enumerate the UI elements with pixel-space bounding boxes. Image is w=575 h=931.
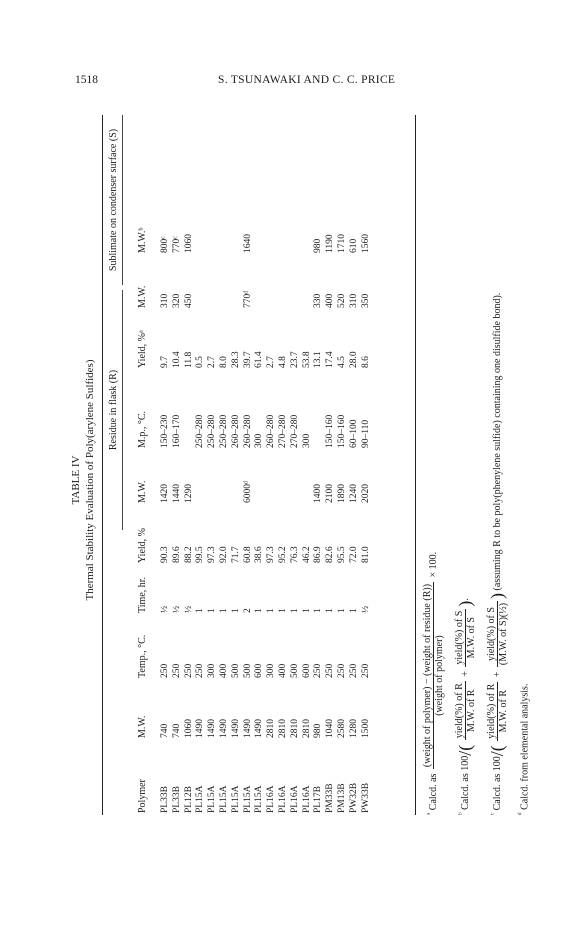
fraction (422, 582, 445, 769)
header-rule (415, 115, 416, 815)
table-cell: 2020 (360, 484, 371, 503)
col-header: Temp., °C. (136, 634, 148, 678)
table-cell: 600 (301, 663, 312, 678)
table-row (184, 115, 196, 815)
table-cell: 250 (348, 663, 359, 678)
table-cell: 95.5 (336, 546, 347, 563)
table-row (290, 115, 302, 815)
table-row (302, 115, 314, 815)
table-cell: 250 (360, 663, 371, 678)
table-cell: 500 (230, 663, 241, 678)
table-cell: 980 (313, 238, 324, 253)
table-cell: 270–280 (277, 414, 288, 448)
top-rule (102, 115, 103, 815)
group-rule-sublimate (122, 115, 123, 285)
table-cell (231, 450, 243, 505)
table-cell: 8.6 (360, 356, 371, 368)
table-cell (207, 115, 219, 255)
fraction (486, 601, 509, 667)
table-cell: 39.7 (242, 351, 253, 368)
table-cell: 1 (230, 608, 241, 613)
table-cell: 95.2 (277, 546, 288, 563)
table-cell (290, 255, 302, 310)
fraction-denominator: M.W. of S (466, 617, 477, 659)
col-header: Time, hr. (136, 576, 148, 613)
table-cell: PW33B (360, 782, 371, 813)
fraction (454, 609, 477, 667)
col-header: Yield, %ᵃ (136, 330, 148, 368)
table-cell: 1 (336, 608, 347, 613)
table-cell (184, 370, 196, 450)
table-cell: 90–110 (360, 419, 371, 448)
table-cell: 250 (195, 663, 206, 678)
table-cell: 13.1 (313, 351, 324, 368)
table-cell: 81.0 (360, 546, 371, 563)
table-cell: 500 (289, 663, 300, 678)
table-cell: PL16A (301, 785, 312, 813)
fraction-denominator: M.W. of R (498, 690, 509, 733)
table-cell: PL15A (207, 785, 218, 813)
table-cell: 72.0 (348, 546, 359, 563)
table-cell (231, 255, 243, 310)
table-cell: 1640 (242, 234, 253, 253)
table-cell: 2810 (301, 719, 312, 738)
table-cell: 610 (348, 238, 359, 253)
table-cell (302, 255, 314, 310)
footnote-b: $^ᵇ$ Calcd. as 100/( yield(%) of R M.W. of R + yield(%) of S M.W. of S ). (454, 598, 477, 815)
table-cell: 1490 (195, 719, 206, 738)
footnote-suffix: (assuming R to be poly(phenylene sulfide) containing one disulfide bond). (491, 292, 503, 591)
table-cell: 1490 (218, 719, 229, 738)
table-row (349, 115, 361, 815)
plus-sign: + (459, 671, 471, 677)
table-cell: 46.2 (301, 546, 312, 563)
table-cell: 740 (160, 723, 170, 738)
table-cell: 770ᶜ (171, 236, 182, 253)
table-cell: 28.0 (348, 351, 359, 368)
table-cell: 320 (171, 293, 182, 308)
fraction-denominator: (M.W. of S)(½) (498, 602, 509, 666)
table-cell: 9.7 (160, 356, 170, 368)
footnote-text: Calcd. from elemental analysis. (519, 683, 531, 810)
table-caption: Thermal Stability Evaluation of Poly(arylene Sulfides) (84, 359, 96, 601)
table-header-row (128, 115, 156, 815)
table-row (254, 115, 266, 815)
table-row (361, 115, 373, 815)
footnote-suffix: × 100. (427, 551, 439, 578)
table-cell: 89.6 (171, 546, 182, 563)
table-cell: 4.5 (336, 356, 347, 368)
table-cell (195, 255, 207, 310)
table-cell: 4.8 (277, 356, 288, 368)
table-cell: 2810 (289, 719, 300, 738)
col-header: Polymer (136, 779, 148, 813)
fraction-numerator: yield(%) of R (486, 683, 497, 739)
table-cell: 270–280 (289, 414, 300, 448)
table-cell: 1890 (336, 484, 347, 503)
table-cell: 1 (266, 608, 277, 613)
col-header: M.W. (136, 285, 148, 308)
table-row (325, 115, 337, 815)
table-cell: 150–160 (336, 414, 347, 448)
table-cell: 260–280 (266, 414, 277, 448)
table-row (243, 115, 255, 815)
group-rule-residue (122, 290, 123, 530)
data-table (128, 115, 372, 815)
table-cell: 400 (277, 663, 288, 678)
table-cell (266, 115, 278, 255)
footnote-mark: ᶜ (488, 812, 498, 815)
table-cell: 6000ᵈ (242, 481, 253, 503)
group-header-residue: Residue in flask (R) (108, 369, 119, 451)
table-cell: 300 (254, 433, 265, 448)
table-cell: 2810 (266, 719, 277, 738)
footnote-suffix: . (459, 598, 471, 601)
table-cell: 1560 (360, 234, 371, 253)
table-cell: PL15A (195, 785, 206, 813)
table-cell: 2.7 (266, 356, 277, 368)
table-cell: ½ (183, 605, 194, 613)
table-cell: 53.8 (301, 351, 312, 368)
running-head: S. TSUNAWAKI AND C. C. PRICE (218, 74, 396, 86)
table-cell: 1490 (230, 719, 241, 738)
table-cell: 2100 (325, 484, 336, 503)
table-row (231, 115, 243, 815)
table-cell: 1 (254, 608, 265, 613)
table-cell: 92.0 (218, 546, 229, 563)
table-cell: 160–170 (171, 414, 182, 448)
table-cell: PL33B (171, 786, 182, 813)
table-cell (219, 450, 231, 505)
table-cell: 300 (266, 663, 277, 678)
table-cell: 500 (242, 663, 253, 678)
table-cell (313, 370, 325, 450)
table-cell: 88.2 (183, 546, 194, 563)
table-cell: PL15A (254, 785, 265, 813)
page-number: 1518 (75, 74, 98, 86)
table-cell (302, 450, 314, 505)
table-cell (254, 255, 266, 310)
rotated-table-block (70, 115, 530, 845)
table-cell: 17.4 (325, 351, 336, 368)
table-cell: PL12B (183, 786, 194, 813)
table-cell: 450 (183, 293, 194, 308)
table-cell: 1 (301, 608, 312, 613)
table-row (172, 115, 184, 815)
table-row (219, 115, 231, 815)
table-cell: 250 (171, 663, 182, 678)
table-cell: PL33B (160, 786, 170, 813)
table-row (156, 115, 172, 815)
table-cell: 1 (348, 608, 359, 613)
table-cell (231, 115, 243, 255)
table-cell (219, 255, 231, 310)
table-cell: PM33B (325, 783, 336, 813)
table-cell: 1240 (348, 484, 359, 503)
fraction-numerator: yield(%) of S (486, 601, 498, 667)
footnote-a (422, 552, 445, 815)
table-cell: 1400 (313, 484, 324, 503)
table-cell (254, 115, 266, 255)
footnote-text: Calcd. as 100 (491, 756, 503, 811)
col-header: M.W. (136, 715, 148, 738)
table-cell: 250–280 (207, 414, 218, 448)
table-cell (207, 450, 219, 505)
table-cell: 250–280 (218, 414, 229, 448)
fraction-numerator: yield(%) of S (454, 610, 465, 665)
table-cell: 2810 (277, 719, 288, 738)
table-cell: 600 (254, 663, 265, 678)
table-cell: 1 (218, 608, 229, 613)
table-cell: 260–280 (230, 414, 241, 448)
col-header: M.W. (136, 480, 148, 503)
plus-sign: + (491, 671, 503, 678)
table-cell (219, 115, 231, 255)
table-cell: 400 (218, 663, 229, 678)
table-cell: 28.3 (230, 351, 241, 368)
footnote-mark: ᵃ (424, 812, 434, 815)
table-cell: 1 (195, 608, 206, 613)
table-cell: 260–280 (242, 414, 253, 448)
table-cell: 250–280 (195, 414, 206, 448)
table-cell: PL16A (266, 785, 277, 813)
footnote-text: Calcd. as (427, 773, 439, 811)
table-cell: 61.4 (254, 351, 265, 368)
table-cell: 1 (325, 608, 336, 613)
table-cell: 980 (313, 723, 324, 738)
fraction-numerator: (weight of polymer) − (weight of residue (R)) (422, 583, 433, 768)
table-cell: 250 (325, 663, 336, 678)
table-cell: 1040 (325, 719, 336, 738)
table-cell: 76.3 (289, 546, 300, 563)
table-cell: 800ᶜ (160, 236, 170, 253)
table-cell: 310 (160, 293, 170, 308)
table-row (207, 115, 219, 815)
table-cell: 250 (313, 663, 324, 678)
table-cell: PL15A (230, 785, 241, 813)
table-cell: PM13B (336, 783, 347, 813)
table-cell (290, 115, 302, 255)
table-label: TABLE IV (70, 455, 82, 505)
table-cell: 11.8 (183, 351, 194, 368)
table-cell: 2.7 (207, 356, 218, 368)
table-cell: 520 (336, 293, 347, 308)
table-cell: PL15A (218, 785, 229, 813)
table-cell: PL15A (242, 785, 253, 813)
table-cell: 82.6 (325, 546, 336, 563)
table-cell: 310 (348, 293, 359, 308)
table-cell: 1290 (183, 484, 194, 503)
table-cell: PW32B (348, 782, 359, 813)
table-cell (290, 450, 302, 505)
table-cell: 97.3 (207, 546, 218, 563)
group-header-sublimate: Sublimate on condenser surface (S) (108, 128, 119, 272)
fraction-denominator: (weight of polymer) (434, 635, 445, 716)
footnote-mark: ᵈ (516, 812, 525, 815)
table-cell: 60–100 (348, 419, 359, 448)
table-cell: 1 (207, 608, 218, 613)
table-cell (278, 115, 290, 255)
table-cell: 2580 (336, 719, 347, 738)
table-row (266, 115, 278, 815)
table-cell: 1490 (254, 719, 265, 738)
table-cell: 23.7 (289, 351, 300, 368)
table-cell (278, 255, 290, 310)
table-cell: 1420 (160, 484, 170, 503)
table-cell: 1490 (242, 719, 253, 738)
table-cell: 350 (360, 293, 371, 308)
table-cell: 1500 (360, 719, 371, 738)
table-cell (302, 115, 314, 255)
table-cell: 1440 (171, 484, 182, 503)
table-cell: PL17B (313, 786, 324, 813)
table-cell: 250 (183, 663, 194, 678)
table-cell: 1 (313, 608, 324, 613)
table-cell: 330 (313, 293, 324, 308)
table-row (278, 115, 290, 815)
table-cell (266, 450, 278, 505)
table-cell: 71.7 (230, 546, 241, 563)
table-cell: 1 (277, 608, 288, 613)
table-cell (266, 255, 278, 310)
table-cell: 90.3 (160, 546, 170, 563)
table-cell: 99.5 (195, 546, 206, 563)
table-cell: 150–230 (160, 414, 170, 448)
table-cell: 97.3 (266, 546, 277, 563)
table-cell (254, 450, 266, 505)
fraction (454, 681, 477, 740)
table-row (313, 115, 325, 815)
fraction (486, 682, 509, 741)
col-header: Yield, % (136, 528, 148, 563)
footnote-mark: ᵇ (456, 812, 466, 815)
fraction-numerator: yield(%) of R (454, 683, 465, 739)
table-cell: PL16A (277, 785, 288, 813)
table-cell: 400 (325, 293, 336, 308)
table-cell: ½ (171, 605, 182, 613)
footnote-c: $^ᶜ$ Calcd. as 100/( yield(%) of R M.W. of R + yield(%) of S (M.W. of S)(½) ) (assuming R to be poly(phenylene sulfide) containing one disulfide bond). (486, 292, 509, 815)
table-cell (195, 115, 207, 255)
table-cell: 60.8 (242, 546, 253, 563)
table-cell: 1190 (325, 234, 336, 253)
footnote-d (516, 684, 530, 815)
table-cell: 10.4 (171, 351, 182, 368)
table-row (195, 115, 207, 815)
table-cell: ½ (360, 605, 371, 613)
table-cell: 250 (336, 663, 347, 678)
table-cell (207, 255, 219, 310)
table-cell: 1710 (336, 234, 347, 253)
fraction-denominator: M.W. of R (466, 689, 477, 732)
table-cell: 8.0 (218, 356, 229, 368)
table-cell: 38.6 (254, 546, 265, 563)
table-cell: 1280 (348, 719, 359, 738)
footnote-text: Calcd. as 100 (459, 755, 471, 810)
table-cell (195, 450, 207, 505)
table-cell: 1060 (183, 719, 194, 738)
table-cell: 1490 (207, 719, 218, 738)
table-cell: 0.5 (195, 356, 206, 368)
table-cell: 150–160 (325, 414, 336, 448)
table-cell: PL16A (289, 785, 300, 813)
table-cell: 300 (301, 433, 312, 448)
table-cell: 1060 (183, 234, 194, 253)
table-body (156, 115, 372, 815)
table-cell: 2 (242, 608, 253, 613)
table-cell: 300 (207, 663, 218, 678)
table-cell: ½ (160, 605, 170, 613)
col-header: M.W.ᵇ (136, 227, 148, 253)
table-cell: 770ᵈ (242, 290, 253, 308)
table-cell (278, 450, 290, 505)
table-cell: 1 (289, 608, 300, 613)
table-cell: 86.9 (313, 546, 324, 563)
col-header: M.p., °C. (136, 410, 148, 448)
table-cell: 740 (171, 723, 182, 738)
table-cell: 250 (160, 663, 170, 678)
table-row (337, 115, 349, 815)
